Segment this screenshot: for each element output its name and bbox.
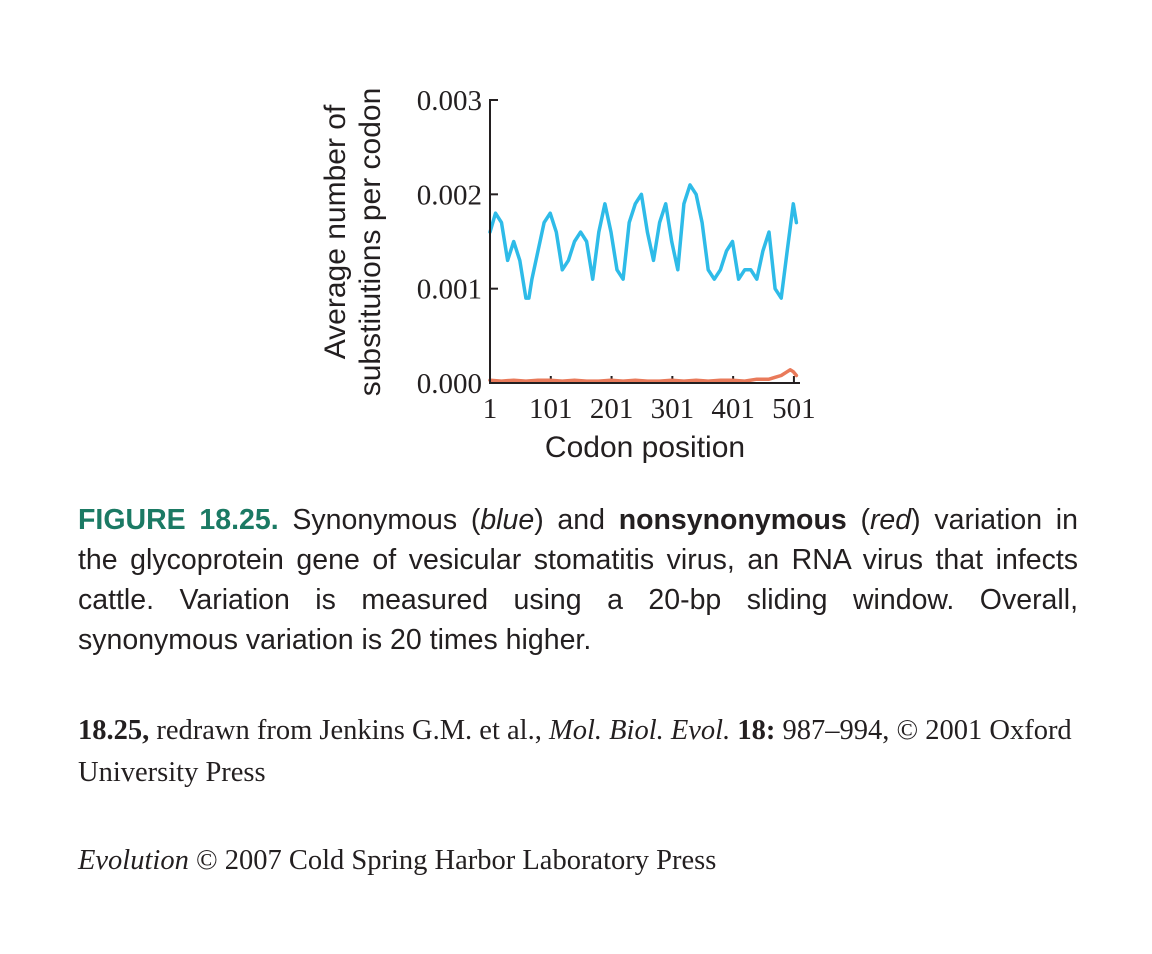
x-tick-label: 301 [650,393,695,425]
series-line-blue [490,185,796,298]
series-line-red [490,370,796,381]
y-axis-title-line-2: substitutions per codon [354,87,387,397]
credit-volume: 18: [737,715,776,746]
caption-blue-word: blue [480,504,535,536]
x-tick-label: 101 [529,393,573,425]
x-tick-label: 201 [589,393,634,425]
figure-label: FIGURE 18.25. [78,504,279,536]
y-tick-label: 0.002 [416,179,482,212]
y-tick-label: 0.001 [416,273,482,306]
credit-text-1: redrawn from Jenkins G.M. et al., [149,715,549,746]
y-tick-label: 0.003 [416,85,482,117]
publisher-line [78,840,1088,882]
caption-text-4: ) variation in the glycoprotein gene of vesicular stomatitis virus, an RNA virus that infects cattle. Variation is measured using a 20-bp sliding window. Overall, synonymous variation is 20 times higher. [78,504,1078,656]
credit-text-3: 987–994, © 2001 Oxford University Press [78,715,1072,788]
book-title: Evolution [78,845,189,876]
x-axis-title: Codon position [544,431,746,464]
source-credit [78,710,1088,794]
credit-journal: Mol. Biol. Evol. [548,715,731,746]
x-tick-label: 401 [711,393,755,425]
y-axis-title-line-1: Average number of [319,104,352,360]
publisher-text: © 2007 Cold Spring Harbor Laboratory Press [188,845,717,876]
caption-bold-term: nonsynonymous [618,504,847,536]
y-tick-label: 0.000 [416,368,482,400]
y-axis-title [319,88,387,397]
credit-figure-ref: 18.25, [78,715,150,746]
caption-text-3: ( [846,504,870,536]
caption-red-word: red [869,504,912,536]
caption-text-1: Synonymous ( [278,504,481,536]
series-layer [490,185,796,381]
x-tick-label: 501 [772,393,816,425]
caption-text-2: ) and [534,504,619,536]
x-tick-label: 1 [482,393,498,425]
y-axis-ticks [417,85,498,400]
figure-caption [78,500,1078,660]
